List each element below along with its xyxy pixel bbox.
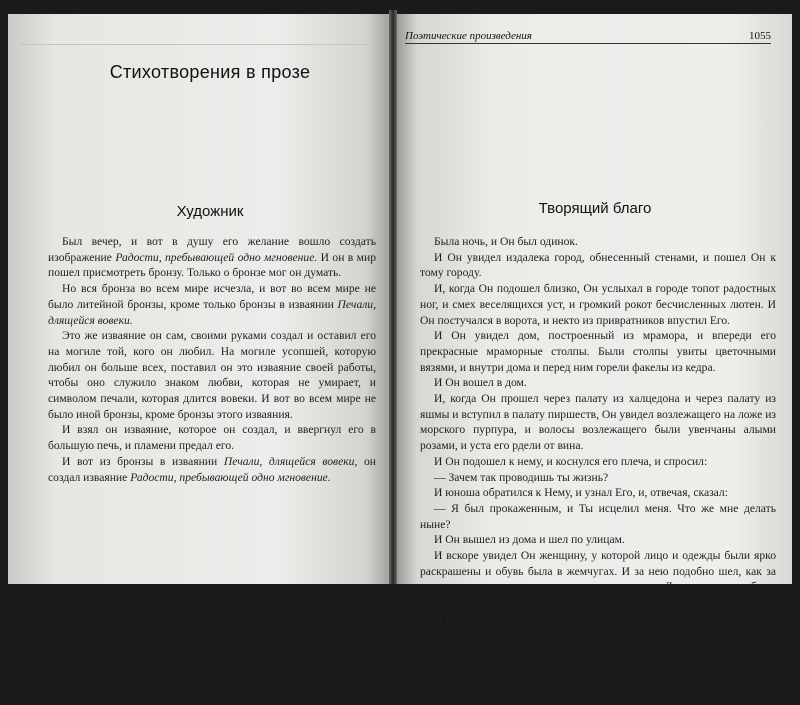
paragraph: И Он поспешил за ними, и коснулся руки этого юноши, и спросил его: <box>420 611 776 641</box>
paragraph: И юноша обратился к Нему, и узнал Его, и, отвечая, сказал: <box>434 486 728 500</box>
paragraph: И взял он изваяние, которое он создал, и ввергнул его в большую печь, и пламени предал его. <box>48 423 376 453</box>
paragraph: И, когда Он подошел близко, Он услыхал в городе топот радостных ног, и смех веселящихся уст, и громкий рокот бесчисленных лютен. И Он постучался в ворота, и некто из привратников впустил Его. <box>420 282 776 327</box>
paragraph: И вот из бронзы в изваянии Печали, длящейся вовеки, он создал изваяние Радости, пребывающей одно мгновение. <box>48 454 376 484</box>
paragraph: И юноша обратился к Нему, и узнал Его, и сказал: <box>434 658 682 672</box>
book-spine <box>389 10 397 584</box>
show-through-header <box>20 30 370 45</box>
paragraph: — Я был слепым, и Ты даровал мне зрение. На что же мне еще смотреть? <box>420 674 776 704</box>
paragraph: — Зачем ты смотришь так на эту женщину? <box>434 643 652 657</box>
running-header <box>405 30 771 44</box>
paragraph: — Зачем так проводишь ты жизнь? <box>434 470 609 484</box>
paragraph: И Он вошел в дом. <box>434 376 527 390</box>
right-poem-text <box>420 234 776 705</box>
paragraph: И вскоре увидел Он женщину, у которой лицо и одежды были ярко раскрашены и обувь была в жемчугах. И за нею подобно шел, как за охотником пес, юноша в двухцветном плаще. Лицо женщины было подобно прекрасному лицу кумира, и глаза юноши пылали страстью. <box>420 549 776 610</box>
running-header-title: Поэтические произведения <box>405 30 532 42</box>
page-number: 1055 <box>749 30 771 42</box>
paragraph: Это же изваяние он сам, своими руками создал и оставил его на могиле той, кого он любил. На могиле усопшей, которую любил он больше всех, поставил он это изваяние своей работы, чтобы оно служило знаком любви, которая не умирает, и символом печали, которая длится вовеки. И вот во всем мире не было иной бронзы, кроме бронзы этого изваяния. <box>48 329 376 421</box>
paragraph: И Он увидел издалека город, обнесенный стенами, и пошел Он к тому городу. <box>420 250 776 280</box>
paragraph: Но вся бронза во всем мире исчезла, и вот во всем мире не было литейной бронзы, кроме только бронзы в изваянии Печали, длящейся вовеки. <box>48 282 376 327</box>
poem-title-right: Творящий благо <box>538 200 652 217</box>
paragraph: И Он вышел из дома и шел по улицам. <box>434 533 625 547</box>
paragraph: Была ночь, и Он был одинок. <box>434 235 578 248</box>
paragraph: И Он подошел к нему, и коснулся его плеча, и спросил: <box>434 454 708 468</box>
poem-title-left: Художник <box>176 203 244 220</box>
paragraph: И, когда Он прошел через палату из халцедона и через палату из яшмы и вступил в палату пиршеств, Он увидел возлежащего на ложе из морского пурпура, и волосы возлежащего были увенчаны алыми розами, и уста его рдели от вина. <box>420 392 776 453</box>
paragraph: И Он увидел дом, построенный из мрамора, и впереди его прекрасные мраморные столпы. Были столпы увиты цветочными вязями, и внутри дома и перед ним горели факелы из кедра. <box>420 329 776 374</box>
paragraph: Был вечер, и вот в душу его желание вошло создать изображение Радости, пребывающей одно мгновение. И он в мир пошел присмотреть бронзу. Только о бронзе мог он думать. <box>48 235 376 280</box>
paragraph: — Я был прокаженным, и Ты исцелил меня. Что же мне делать ныне? <box>420 501 776 531</box>
section-title: Стихотворения в прозе <box>109 62 311 82</box>
left-poem-text <box>48 234 376 485</box>
